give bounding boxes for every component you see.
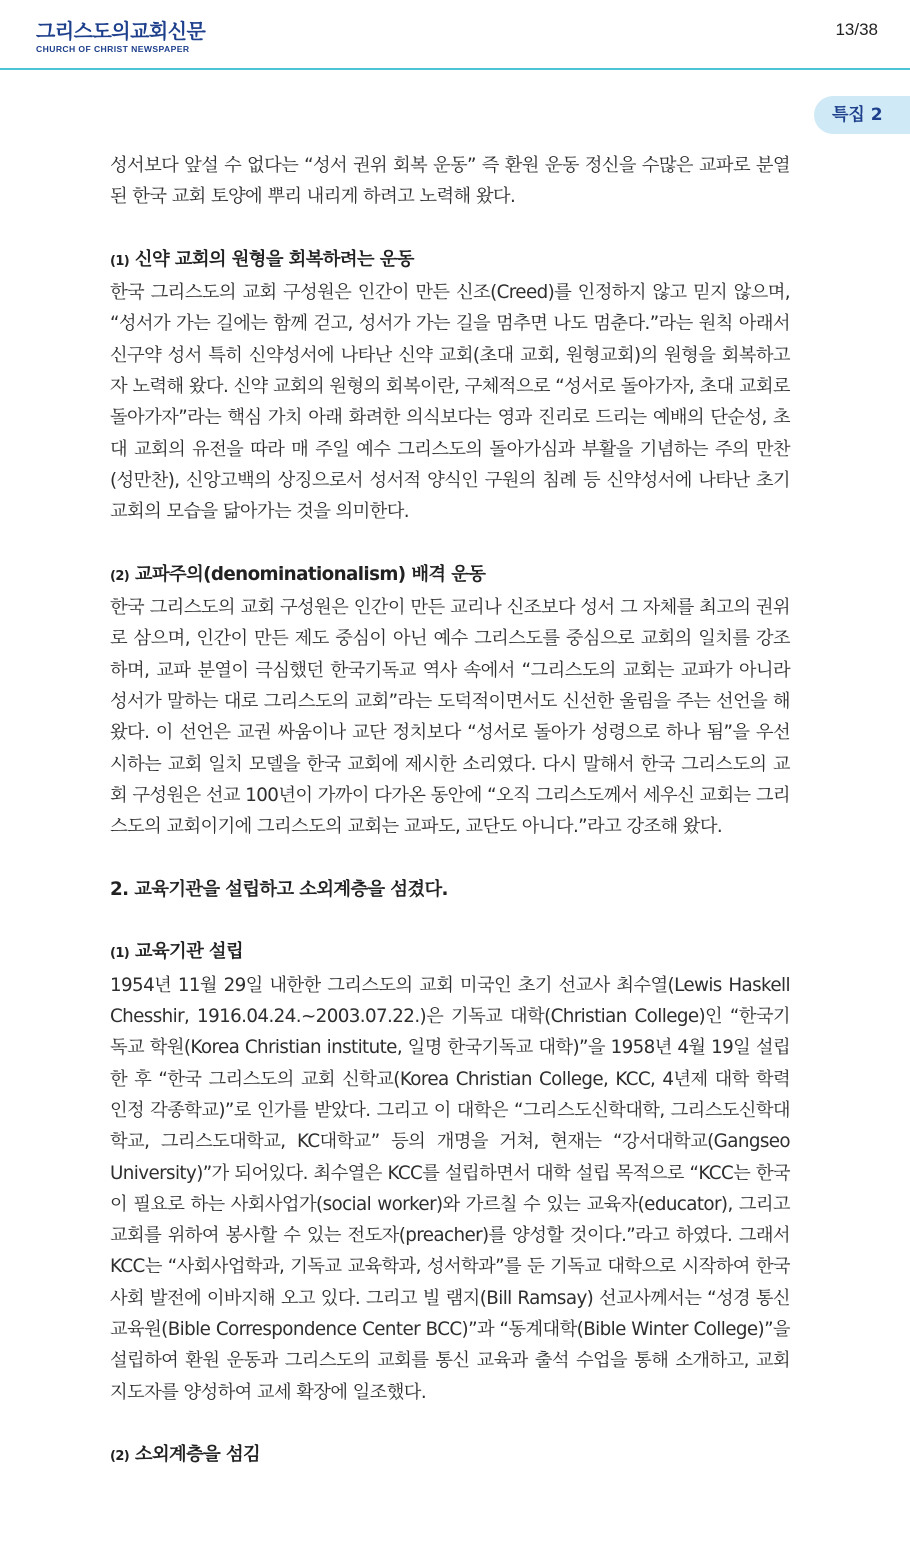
section-tab: 특집 2: [814, 96, 910, 134]
subsection-title: 교파주의(denominationalism) 배격 운동: [134, 563, 486, 585]
logo-title: 그리스도의교회신문: [36, 19, 206, 43]
subsection-number: (1): [110, 253, 130, 269]
subsection-number: (2): [110, 1449, 130, 1465]
subsection-heading: [110, 936, 790, 969]
page-number: 13/38: [835, 20, 878, 39]
subsection-heading: [110, 559, 790, 592]
header-divider: [0, 68, 910, 70]
newspaper-logo[interactable]: [36, 20, 205, 54]
subsection-heading: [110, 244, 790, 277]
section-heading: 2. 교육기관을 설립하고 소외계층을 섬겼다.: [110, 878, 448, 900]
subsection-title: 소외계층을 섬김: [134, 1444, 261, 1466]
subsection-paragraph: 한국 그리스도의 교회 구성원은 인간이 만든 교리나 신조보다 성서 그 자체를 최고의 권위로 삼으며, 인간이 만든 제도 중심이 아닌 예수 그리스도를 중심으로 교회의 일치를 강조하며, 교파 분열이 극심했던 한국기독교 역사 속에서 “그리스도의 교회는 교파가 아니라 성서가 말하는 대로 그리스도의 교회”라는 도덕적이면서도 신선한 울림을 주는 선언을 해왔다. 이 선언은 교권 싸움이나 교단 정치보다 “성서로 돌아가 성령으로 하나 됨”을 우선시하는 교회 일치 모델을 한국 교회에 제시한 소리였다. 다시 말해서 한국 그리스도의 교회 구성원은 선교 100년이 가까이 다가온 동안에 “오직 그리스도께서 세우신 교회는 그리스도의 교회이기에 그리스도의 교회는 교파도, 교단도 아니다.”라고 강조해 왔다.: [110, 597, 790, 838]
page-header: [0, 0, 910, 70]
logo-subtitle: CHURCH OF CHRIST NEWSPAPER: [36, 44, 190, 54]
subsection-paragraph: 한국 그리스도의 교회 구성원은 인간이 만든 신조(Creed)를 인정하지 않고 믿지 않으며, “성서가 가는 길에는 함께 걷고, 성서가 가는 길을 멈추면 나도 멈춘다.”라는 원칙 아래서 신구약 성서 특히 신약성서에 나타난 신약 교회(초대 교회, 원형교회)의 원형을 회복하고자 노력해 왔다. 신약 교회의 원형의 회복이란, 구체적으로 “성서로 돌아가자, 초대 교회로 돌아가자”라는 핵심 가치 아래 화려한 의식보다는 영과 진리로 드리는 예배의 단순성, 초대 교회의 유전을 따라 매 주일 예수 그리스도의 돌아가심과 부활을 기념하는 주의 만찬(성만찬), 신앙고백의 상징으로서 성서적 양식인 구원의 침례 등 신약성서에 나타난 초기 교회의 모습을 닮아가는 것을 의미한다.: [110, 282, 790, 523]
subsection-title: 교육기관 설립: [134, 941, 244, 963]
article-body: [110, 150, 790, 1472]
subsection-heading: [110, 1439, 790, 1472]
intro-paragraph: 성서보다 앞설 수 없다는 “성서 권위 회복 운동” 즉 환원 운동 정신을 수많은 교파로 분열된 한국 교회 토양에 뿌리 내리게 하려고 노력해 왔다.: [110, 155, 790, 208]
subsection-number: (2): [110, 568, 130, 584]
subsection-title: 신약 교회의 원형을 회복하려는 운동: [134, 248, 414, 270]
subsection-paragraph: 1954년 11월 29일 내한한 그리스도의 교회 미국인 초기 선교사 최수열(Lewis Haskell Chesshir, 1916.04.24.~2003.07.22.)은 기독교 대학(Christian College)인 “한국기독교 학원(Korea Christian institute, 일명 한국기독교 대학)”을 1958년 4월 19일 설립한 후 “한국 그리스도의 교회 신학교(Korea Christian College, KCC, 4년제 대학 학력 인정 각종학교)”로 인가를 받았다. 그리고 이 대학은 “그리스도신학대학, 그리스도신학대학교, 그리스도대학교, KC대학교” 등의 개명을 거쳐, 현재는 “강서대학교(Gangseo University)”가 되어있다. 최수열은 KCC를 설립하면서 대학 설립 목적으로 “KCC는 한국이 필요로 하는 사회사업가(social worker)와 가르칠 수 있는 교육자(educator), 그리고 교회를 위하여 봉사할 수 있는 전도자(preacher)를 양성할 것이다.”라고 하였다. 그래서 KCC는 “사회사업학과, 기독교 교육학과, 성서학과”를 둔 기독교 대학으로 시작하여 한국 사회 발전에 이바지해 오고 있다. 그리고 빌 램지(Bill Ramsay) 선교사께서는 “성경 통신교육원(Bible Correspondence Center BCC)”과 “동계대학(Bible Winter College)”을 설립하여 환원 운동과 그리스도의 교회를 통신 교육과 출석 수업을 통해 소개하고, 교회 지도자를 양성하여 교세 확장에 일조했다.: [110, 974, 790, 1403]
subsection-number: (1): [110, 946, 130, 962]
